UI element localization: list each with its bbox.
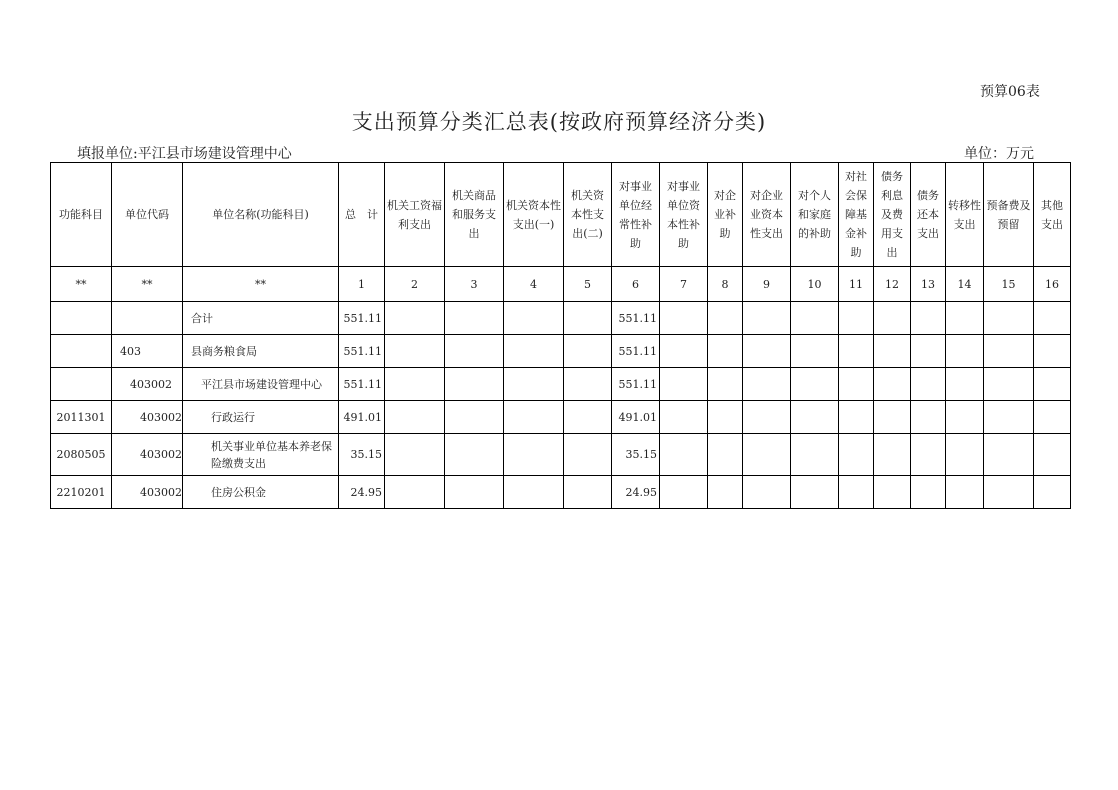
index-cell: 13 bbox=[911, 267, 946, 302]
header-cell: 对事业单位经常性补助 bbox=[612, 163, 660, 267]
unit-code-cell: 403002 bbox=[112, 434, 183, 476]
index-cell: 15 bbox=[984, 267, 1034, 302]
header-cell: 功能科目 bbox=[51, 163, 112, 267]
index-cell: 14 bbox=[946, 267, 984, 302]
func-code-cell: 2210201 bbox=[51, 476, 112, 509]
header-cell: 预备费及预留 bbox=[984, 163, 1034, 267]
index-cell: ** bbox=[51, 267, 112, 302]
header-cell: 债务还本支出 bbox=[911, 163, 946, 267]
subsidy-cell: 491.01 bbox=[612, 401, 660, 434]
header-cell: 对社会保障基金补助 bbox=[839, 163, 874, 267]
total-cell: 551.11 bbox=[339, 335, 385, 368]
func-code-cell bbox=[51, 302, 112, 335]
total-cell: 551.11 bbox=[339, 302, 385, 335]
index-cell: 7 bbox=[660, 267, 708, 302]
index-cell: 2 bbox=[385, 267, 445, 302]
index-cell: 16 bbox=[1034, 267, 1071, 302]
index-cell: 11 bbox=[839, 267, 874, 302]
total-cell: 24.95 bbox=[339, 476, 385, 509]
unit-code-cell: 403002 bbox=[112, 368, 183, 401]
header-cell: 机关商品和服务支出 bbox=[445, 163, 504, 267]
index-cell: 9 bbox=[743, 267, 791, 302]
func-code-cell: 2080505 bbox=[51, 434, 112, 476]
budget-table bbox=[50, 162, 1071, 509]
func-code-cell bbox=[51, 335, 112, 368]
unit-name-cell: 机关事业单位基本养老保险缴费支出 bbox=[183, 434, 339, 476]
header-row bbox=[51, 163, 1071, 267]
unit-code-cell bbox=[112, 302, 183, 335]
header-cell: 机关资本性支出(一) bbox=[504, 163, 564, 267]
table-row bbox=[51, 368, 1071, 401]
func-code-cell: 2011301 bbox=[51, 401, 112, 434]
header-cell: 对企业补助 bbox=[708, 163, 743, 267]
header-cell: 债务利息及费用支出 bbox=[874, 163, 911, 267]
unit-name-cell: 平江县市场建设管理中心 bbox=[183, 368, 339, 401]
subsidy-cell: 551.11 bbox=[612, 302, 660, 335]
index-cell: 4 bbox=[504, 267, 564, 302]
table-row bbox=[51, 302, 1071, 335]
index-cell: ** bbox=[183, 267, 339, 302]
index-cell: 12 bbox=[874, 267, 911, 302]
total-cell: 551.11 bbox=[339, 368, 385, 401]
currency-unit: 单位：万元 bbox=[964, 146, 1034, 162]
subsidy-cell: 24.95 bbox=[612, 476, 660, 509]
table-row bbox=[51, 434, 1071, 476]
index-cell: 10 bbox=[791, 267, 839, 302]
unit-code-cell: 403002 bbox=[112, 401, 183, 434]
header-cell: 对企业业资本性支出 bbox=[743, 163, 791, 267]
index-row bbox=[51, 267, 1071, 302]
subsidy-cell: 35.15 bbox=[612, 434, 660, 476]
subsidy-cell: 551.11 bbox=[612, 368, 660, 401]
header-cell: 对个人和家庭的补助 bbox=[791, 163, 839, 267]
form-number: 预算06表 bbox=[980, 84, 1040, 100]
header-cell: 对事业单位资本性补助 bbox=[660, 163, 708, 267]
index-cell: 6 bbox=[612, 267, 660, 302]
header-cell: 机关工资福利支出 bbox=[385, 163, 445, 267]
unit-code-cell: 403 bbox=[112, 335, 183, 368]
header-cell: 单位名称(功能科目) bbox=[183, 163, 339, 267]
total-cell: 35.15 bbox=[339, 434, 385, 476]
page-title: 支出预算分类汇总表(按政府预算经济分类) bbox=[351, 110, 767, 134]
unit-code-cell: 403002 bbox=[112, 476, 183, 509]
index-cell: 5 bbox=[564, 267, 612, 302]
header-cell: 其他支出 bbox=[1034, 163, 1071, 267]
unit-name-cell: 合计 bbox=[183, 302, 339, 335]
header-cell: 机关资本性支出(二) bbox=[564, 163, 612, 267]
index-cell: 1 bbox=[339, 267, 385, 302]
filling-unit: 填报单位:平江县市场建设管理中心 bbox=[77, 146, 292, 162]
header-cell: 单位代码 bbox=[112, 163, 183, 267]
index-cell: ** bbox=[112, 267, 183, 302]
header-cell: 转移性支出 bbox=[946, 163, 984, 267]
unit-name-cell: 住房公积金 bbox=[183, 476, 339, 509]
index-cell: 8 bbox=[708, 267, 743, 302]
table-row bbox=[51, 335, 1071, 368]
index-cell: 3 bbox=[445, 267, 504, 302]
header-cell: 总 计 bbox=[339, 163, 385, 267]
unit-name-cell: 县商务粮食局 bbox=[183, 335, 339, 368]
unit-name-cell: 行政运行 bbox=[183, 401, 339, 434]
subsidy-cell: 551.11 bbox=[612, 335, 660, 368]
table-row bbox=[51, 476, 1071, 509]
func-code-cell bbox=[51, 368, 112, 401]
total-cell: 491.01 bbox=[339, 401, 385, 434]
table-row bbox=[51, 401, 1071, 434]
